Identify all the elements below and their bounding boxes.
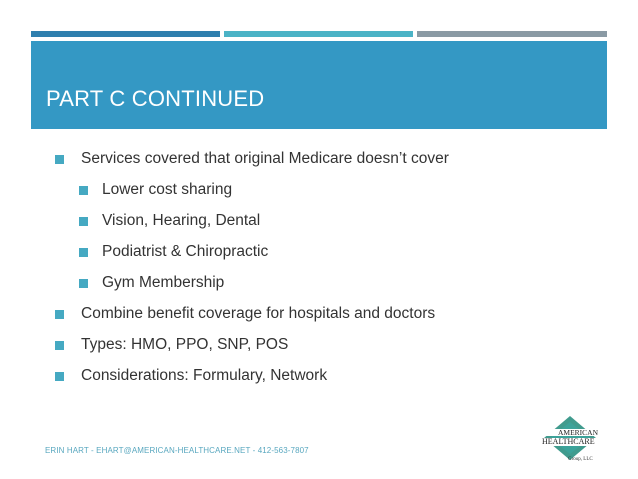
footer-contact: ERIN HART - EHART@AMERICAN-HEALTHCARE.NET - 412-563-7807 (45, 446, 309, 455)
sub-bullet-item (79, 243, 268, 261)
logo-line2: HEALTHCARE (542, 437, 595, 446)
bullet-text: Types: HMO, PPO, SNP, POS (81, 336, 289, 353)
bullet-text: Podiatrist & Chiropractic (102, 243, 269, 260)
logo-line3: Group, LLC (568, 457, 593, 462)
bullet-square-icon (55, 372, 64, 381)
bullet-item (55, 336, 288, 354)
bullet-text: Combine benefit coverage for hospitals and doctors (81, 305, 436, 322)
bullet-item (55, 150, 449, 168)
sub-bullet-item (79, 181, 232, 199)
bullet-square-icon (79, 217, 88, 226)
bullet-square-icon (79, 248, 88, 257)
bullet-text: Considerations: Formulary, Network (81, 367, 328, 384)
american-healthcare-logo (540, 414, 624, 470)
bullet-square-icon (55, 310, 64, 319)
bullet-text: Gym Membership (102, 274, 225, 291)
bullet-item (55, 367, 327, 385)
slide-title: PART C CONTINUED (46, 86, 265, 111)
bullet-square-icon (79, 279, 88, 288)
bullet-item (55, 305, 435, 323)
sub-bullet-item (79, 274, 224, 292)
bullet-text: Lower cost sharing (102, 181, 233, 198)
bullet-square-icon (79, 186, 88, 195)
bullet-square-icon (55, 341, 64, 350)
bullet-text: Services covered that original Medicare doesn’t cover (81, 150, 449, 167)
bullet-text: Vision, Hearing, Dental (102, 212, 261, 229)
logo-line1: AMERICAN (558, 428, 599, 437)
bullet-square-icon (55, 155, 64, 164)
sub-bullet-item (79, 212, 260, 230)
